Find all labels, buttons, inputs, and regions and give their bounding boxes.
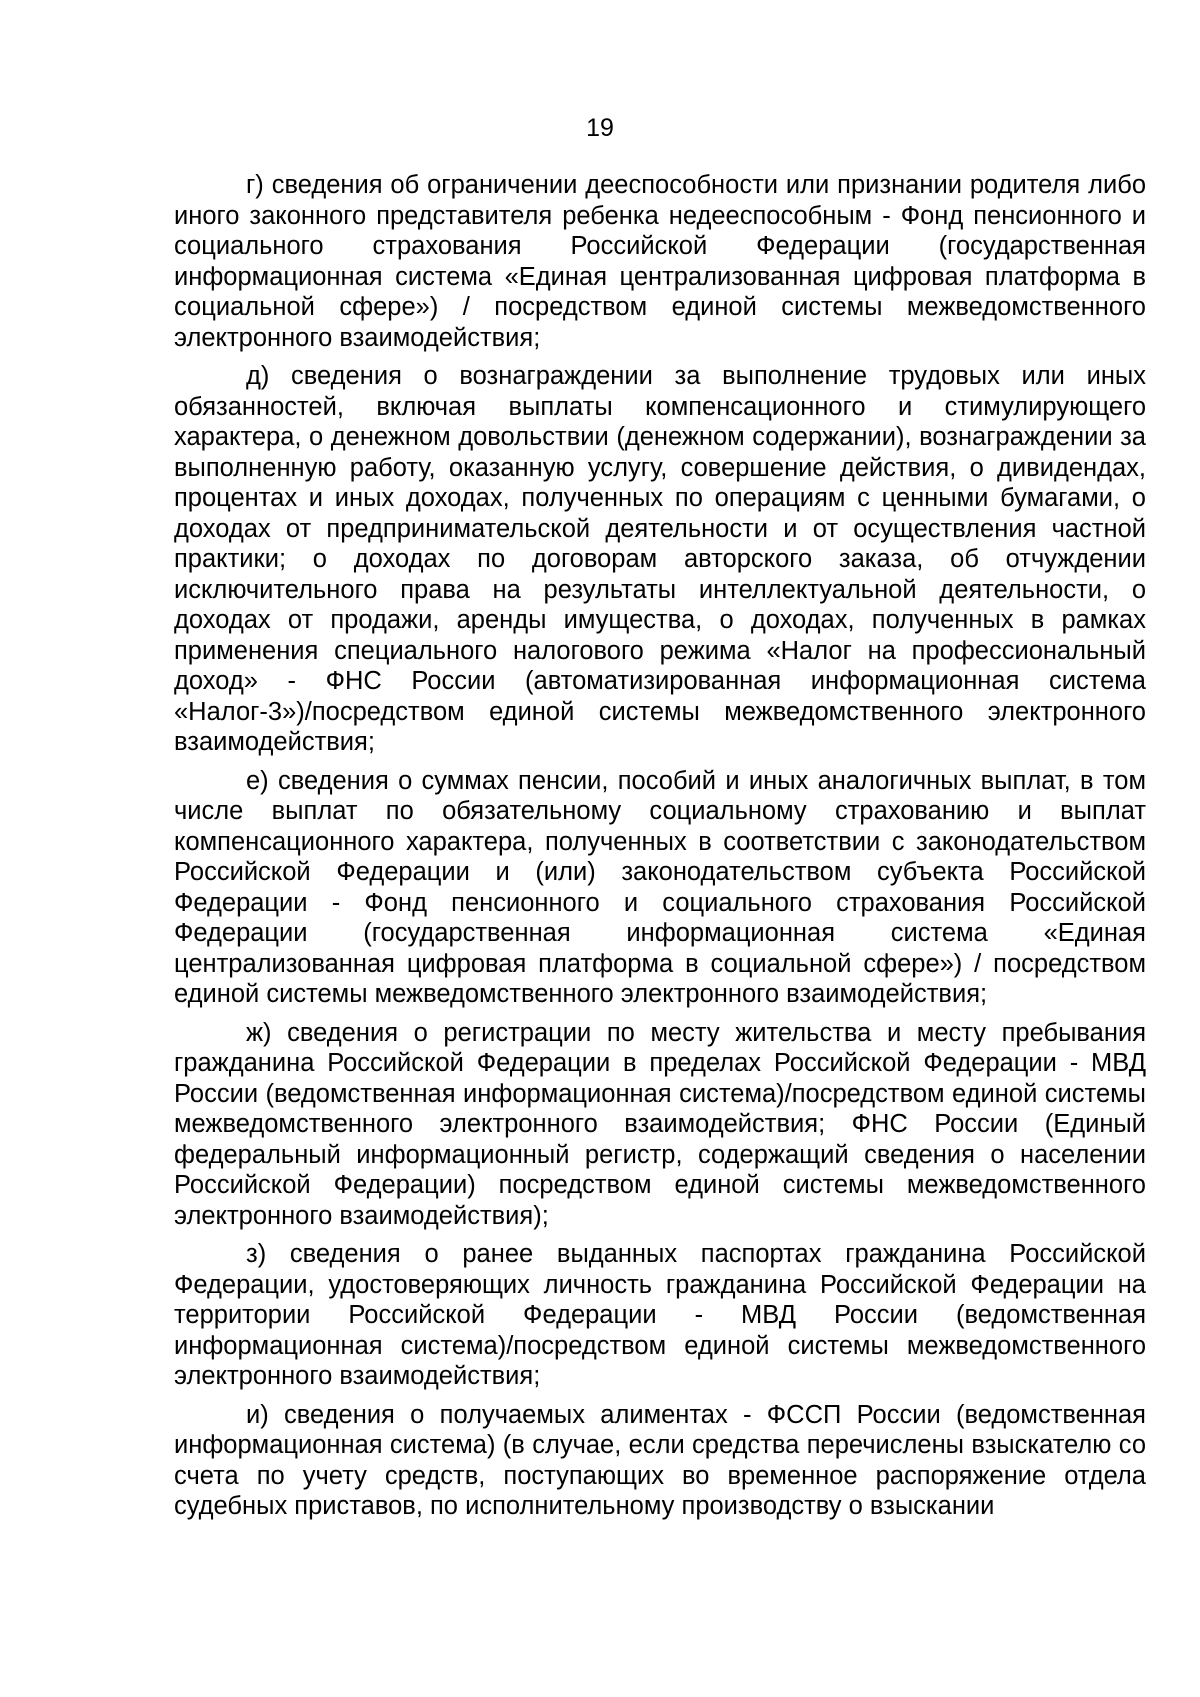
paragraph-g: г) сведения об ограничении дееспособности или признании родителя либо иного законного представителя ребенка недееспособным - Фонд пенсионного и социального страхования Российской Федерации (государственная информационная система «Единая централизованная цифровая платформа в социальной сфере») / посредством единой системы межведомственного электронного взаимодействия; [174,171,1146,352]
paragraph-d: д) сведения о вознаграждении за выполнение трудовых или иных обязанностей, включая выплаты компенсационного и стимулирующего характера, о денежном довольствии (денежном содержании), вознаграждении за выполненную работу, оказанную услугу, совершение действия, о дивидендах, процентах и иных доходах, полученных по операциям с ценными бумагами, о доходах от предпринимательской деятельности и от осуществления частной практики; о доходах по договорам авторского заказа, об отчуждении исключительного права на результаты интеллектуальной деятельности, о доходах от продажи, аренды имущества, о доходах, полученных в рамках применения специального налогового режима «Налог на профессиональный доход» - ФНС России (автоматизированная информационная система «Налог-3»)/посредством единой системы межведомственного электронного взаимодействия; [174,362,1146,756]
paragraph-z: з) сведения о ранее выданных паспортах гражданина Российской Федерации, удостоверяющих личность гражданина Российской Федерации на территории Российской Федерации - МВД России (ведомственная информационная система)/посредством единой системы межведомственного электронного взаимодействия; [174,1240,1146,1390]
page-number: 19 [586,114,614,142]
document-body [174,170,1146,1530]
paragraph-e: е) сведения о суммах пенсии, пособий и иных аналогичных выплат, в том числе выплат по обязательному социальному страхованию и выплат компенсационного характера, полученных в соответствии с законодательством Российской Федерации и (или) законодательством субъекта Российской Федерации - Фонд пенсионного и социального страхования Российской Федерации (государственная информационная система «Единая централизованная цифровая платформа в социальной сфере») / посредством единой системы межведомственного электронного взаимодействия; [174,766,1146,1008]
paragraph-i: и) сведения о получаемых алиментах - ФССП России (ведомственная информационная система) (в случае, если средства перечислены взыскателю со счета по учету средств, поступающих во временное распоряжение отдела судебных приставов, по исполнительному производству о взыскании [174,1400,1146,1520]
paragraph-zh: ж) сведения о регистрации по месту жительства и месту пребывания гражданина Российской Федерации в пределах Российской Федерации - МВД России (ведомственная информационная система)/посредством единой системы межведомственного электронного взаимодействия; ФНС России (Единый федеральный информационный регистр, содержащий сведения о населении Российской Федерации) посредством единой системы межведомственного электронного взаимодействия); [174,1018,1146,1230]
